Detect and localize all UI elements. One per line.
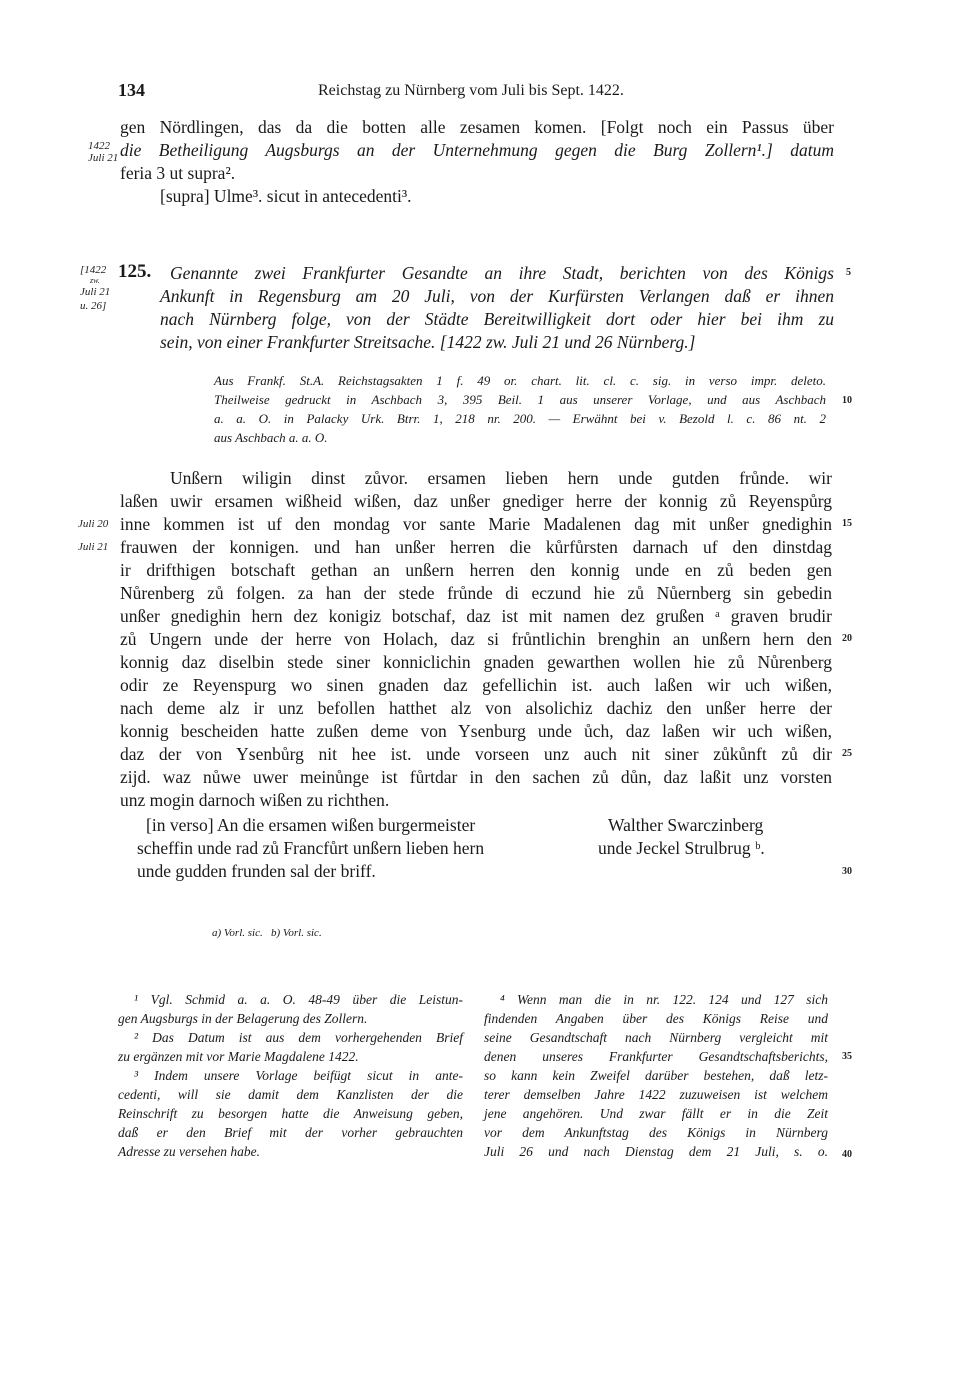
body-margin-date: Juli 21 bbox=[78, 541, 109, 553]
line-number-10: 10 bbox=[842, 395, 852, 406]
body-line: inne kommen ist uf den mondag vor sante Marie Madalenen dag mit unßer gnedighin bbox=[120, 514, 832, 534]
line-number-5: 5 bbox=[846, 267, 851, 278]
variant-notes: a) Vorl. sic. b) Vorl. sic. bbox=[212, 927, 322, 939]
margin-date-line: u. 26] bbox=[80, 300, 107, 312]
footnote-line: jene angehören. Und zwar fällt er in die Zeit bbox=[484, 1106, 828, 1121]
footnote-line: Reinschrift zu besorgen hatte die Anweisung geben, bbox=[118, 1106, 463, 1121]
footnote-line: ¹ Vgl. Schmid a. a. O. 48-49 über die Leistun- bbox=[134, 992, 463, 1007]
body-line: frauwen der konnigen. und han unßer herren die kůrfůrsten darnach uf den dinstdag bbox=[120, 537, 832, 557]
address-line: unde gudden frunden sal der briff. bbox=[137, 861, 376, 881]
body-line: Unßern wiligin dinst zůvor. ersamen lieben hern unde gutden frůnde. wir bbox=[170, 468, 832, 488]
footnote-line: so kann kein Zweifel darüber bestehen, daß letz- bbox=[484, 1068, 828, 1083]
body-line: laßen uwir ersamen wißheid wißen, daz unßer gnediger herre der konnig zů Reyenspůrg bbox=[120, 491, 832, 511]
line-number-25: 25 bbox=[842, 748, 852, 759]
footnote-line: findenden Angaben über des Königs Reise und bbox=[484, 1011, 828, 1026]
body-line: konnig bescheiden hatte zußen deme von Ysenburg unde ůch, daz laßen wir uch wißen, bbox=[120, 721, 832, 741]
body-line: unz mogin darnoch wißen zu richthen. bbox=[120, 790, 390, 810]
line-number-40: 40 bbox=[842, 1149, 852, 1160]
continued-line-4: [supra] Ulme³. sicut in antecedenti³. bbox=[160, 186, 412, 206]
body-line: odir ze Reyenspurg wo sinen gnaden daz gefellichin ist. auch laßen wir uch wißen, bbox=[120, 675, 832, 695]
margin-date-line: [1422 bbox=[80, 264, 107, 276]
footnote-line: zu ergänzen mit vor Marie Magdalene 1422. bbox=[118, 1049, 359, 1064]
footnote-line: terer demselben Jahre 1422 zuzuweisen ist welchem bbox=[484, 1087, 828, 1102]
margin-date-line: zw. bbox=[90, 276, 100, 285]
continued-line-3: feria 3 ut supra². bbox=[120, 163, 236, 183]
footnote-line: ³ Indem unsere Vorlage beifügt sicut in ante- bbox=[134, 1068, 463, 1083]
line-number-35: 35 bbox=[842, 1051, 852, 1062]
source-line: a. a. O. in Palacky Urk. Btrr. 1, 218 nr. 200. — Erwähnt bei v. Bezold l. c. 86 nt. 2 bbox=[214, 411, 826, 426]
line-number-20: 20 bbox=[842, 633, 852, 644]
margin-date-1422 bbox=[88, 140, 118, 164]
entry-summary-line: Genannte zwei Frankfurter Gesandte an ihre Stadt, berichten von des Königs bbox=[170, 263, 834, 283]
body-line: unßer gnedighin hern dez konigiz botschaf, daz ist mit namen dez grußen ᵃ graven brudir bbox=[120, 606, 832, 626]
entry-number: 125. bbox=[118, 261, 152, 282]
footnote-line: ⁴ Wenn man die in nr. 122. 124 und 127 sich bbox=[500, 992, 828, 1007]
continued-line-1: gen Nördlingen, das da die botten alle zesamen komen. [Folgt noch ein Passus über bbox=[120, 117, 834, 137]
entry-summary-line: nach Nürnberg folge, von der Städte Bereitwilligkeit dort oder hier bei ihm zu bbox=[160, 309, 834, 329]
line-number-30: 30 bbox=[842, 866, 852, 877]
source-line: aus Aschbach a. a. O. bbox=[214, 430, 328, 445]
body-line: nach deme alz ir unz befollen hatthet alz von alsolichiz dachiz den unßer herre der bbox=[120, 698, 832, 718]
margin-date-day: Juli 21 bbox=[88, 152, 119, 164]
footnote-line: Juli 26 und nach Dienstag dem 21 Juli, s. o. bbox=[484, 1144, 828, 1159]
footnote-line: ² Das Datum ist aus dem vorhergehenden Brief bbox=[134, 1030, 463, 1045]
body-line: konnig daz diselbin stede siner konniclichin gnaden gewarthen wollen hie zů Nůrenberg bbox=[120, 652, 832, 672]
footnote-line: gen Augsburgs in der Belagerung des Zollern. bbox=[118, 1011, 368, 1026]
body-line: zijd. waz nůwe uwer meinůnge ist fůrtdar in den sachen zů důn, daz laßit unz vorsten bbox=[120, 767, 832, 787]
margin-date-line: Juli 21 bbox=[80, 286, 111, 298]
footnote-line: Adresse zu versehen habe. bbox=[118, 1144, 260, 1159]
body-line: ir drifthigen botschaft gethan an unßern herren den konnig unde en zů beden gen bbox=[120, 560, 832, 580]
footnote-line: daß er den Brief mit der vorher gebrauchten bbox=[118, 1125, 463, 1140]
body-line: daz der von Ysenbůrg nit hee ist. unde vorseen unz auch nit siner zůkůnft zů dir bbox=[120, 744, 832, 764]
continued-line-2: die Betheiligung Augsburgs an der Unternehmung gegen die Burg Zollern¹.] datum bbox=[120, 140, 834, 160]
footnote-line: seine Gesandtschaft nach Nürnberg vergleicht mit bbox=[484, 1030, 828, 1045]
body-line: Nůrenberg zů folgen. za han der stede frůnde di eczund hie zů Nůernberg sin gebedin bbox=[120, 583, 832, 603]
margin-date-year: 1422 bbox=[88, 140, 110, 152]
address-line: scheffin unde rad zů Francfůrt unßern lieben hern bbox=[137, 838, 485, 858]
line-number-15: 15 bbox=[842, 518, 852, 529]
footnote-line: cedenti, will sie damit dem Kanzlisten der die bbox=[118, 1087, 463, 1102]
source-line: Aus Frankf. St.A. Reichstagsakten 1 f. 49 or. chart. lit. cl. c. sig. in verso impr. deleto. bbox=[214, 373, 826, 388]
body-line: zů Ungern unde der herre von Holach, daz si frůntlichin brenghin an unßern hern den bbox=[120, 629, 832, 649]
running-title: Reichstag zu Nürnberg vom Juli bis Sept. 1422. bbox=[318, 82, 624, 99]
footnote-line: denen unseres Frankfurter Gesandtschaftsberichts, bbox=[484, 1049, 828, 1064]
footnote-line: vor dem Ankunftstag des Königs in Nürnberg bbox=[484, 1125, 828, 1140]
address-line: [in verso] An die ersamen wißen burgermeister bbox=[146, 815, 476, 835]
signature-line: unde Jeckel Strulbrug ᵇ. bbox=[598, 838, 765, 858]
entry-margin-date bbox=[80, 263, 110, 313]
body-margin-date: Juli 20 bbox=[78, 518, 109, 530]
entry-summary-line: Ankunft in Regensburg am 20 Juli, von der Kurfürsten Verlangen daß er ihnen bbox=[160, 286, 834, 306]
source-line: Theilweise gedruckt in Aschbach 3, 395 Beil. 1 aus unserer Vorlage, und aus Aschbach bbox=[214, 392, 826, 407]
entry-summary-line: sein, von einer Frankfurter Streitsache. [1422 zw. Juli 21 und 26 Nürnberg.] bbox=[160, 332, 696, 352]
page-number: 134 bbox=[118, 80, 145, 100]
signature-line: Walther Swarczinberg bbox=[608, 815, 764, 835]
